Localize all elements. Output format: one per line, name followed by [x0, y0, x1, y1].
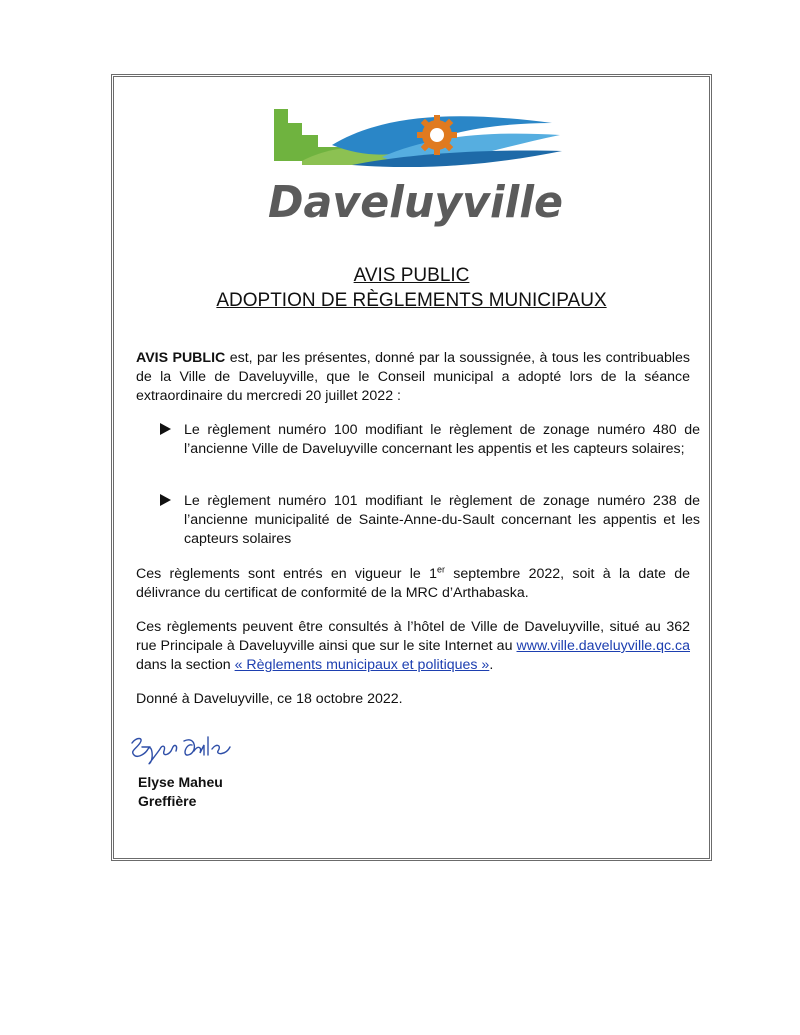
effective-after: septembre 2022, soit à la date de délivrance du certificat de conformité de la MRC d’Arthabaska.	[136, 566, 691, 601]
effective-paragraph	[136, 565, 690, 603]
intro-text: est, par les présentes, donné par la soussignée, à tous les contribuables de la Ville de Daveluyville, que le Conseil municipal a adopté lors de la séance extraordinaire du mercredi 20 juillet 2022 :	[136, 350, 691, 404]
bullet-text: Le règlement numéro 101 modifiant le règlement de zonage numéro 238 de l’ancienne municipalité de Sainte-Anne-du-Sault concernant les appentis et les capteurs solaires	[184, 493, 700, 547]
triangle-bullet-icon	[160, 423, 171, 435]
daveluyville-logo	[262, 105, 572, 235]
notice-frame	[111, 74, 712, 861]
bullet-text: Le règlement numéro 100 modifiant le règlement de zonage numéro 480 de l’ancienne Ville de Daveluyville concernant les appentis et les capteurs solaires;	[184, 422, 700, 457]
intro-paragraph	[136, 349, 690, 406]
consult-text: Ces règlements peuvent être consultés à l’hôtel de Ville de Daveluyville, situé au 362 rue Principale à Daveluyville ainsi que sur le site Internet au	[136, 619, 690, 654]
title-line-2: ADOPTION DE RÈGLEMENTS MUNICIPAUX	[216, 290, 607, 311]
signer-name: Elyse Maheu	[138, 774, 223, 790]
effective-sup: er	[436, 564, 445, 575]
consult-middle: dans la section	[136, 657, 235, 673]
title-line-1: AVIS PUBLIC	[353, 265, 470, 286]
section-link[interactable]: « Règlements municipaux et politiques »	[234, 657, 490, 673]
effective-before: Ces règlements sont entrés en vigueur le 1	[136, 566, 437, 582]
logo-wordmark: Daveluyville	[268, 177, 563, 228]
consult-end: .	[489, 657, 494, 673]
consult-paragraph	[136, 618, 690, 675]
intro-lead: AVIS PUBLIC	[136, 350, 226, 366]
given-line: Donné à Daveluyville, ce 18 octobre 2022.	[136, 691, 403, 707]
handwritten-signature	[126, 729, 236, 767]
triangle-bullet-icon	[160, 494, 171, 506]
logo-gear-icon	[417, 115, 457, 155]
signer-role: Greffière	[138, 793, 197, 809]
website-link[interactable]: www.ville.daveluyville.qc.ca	[516, 638, 690, 654]
